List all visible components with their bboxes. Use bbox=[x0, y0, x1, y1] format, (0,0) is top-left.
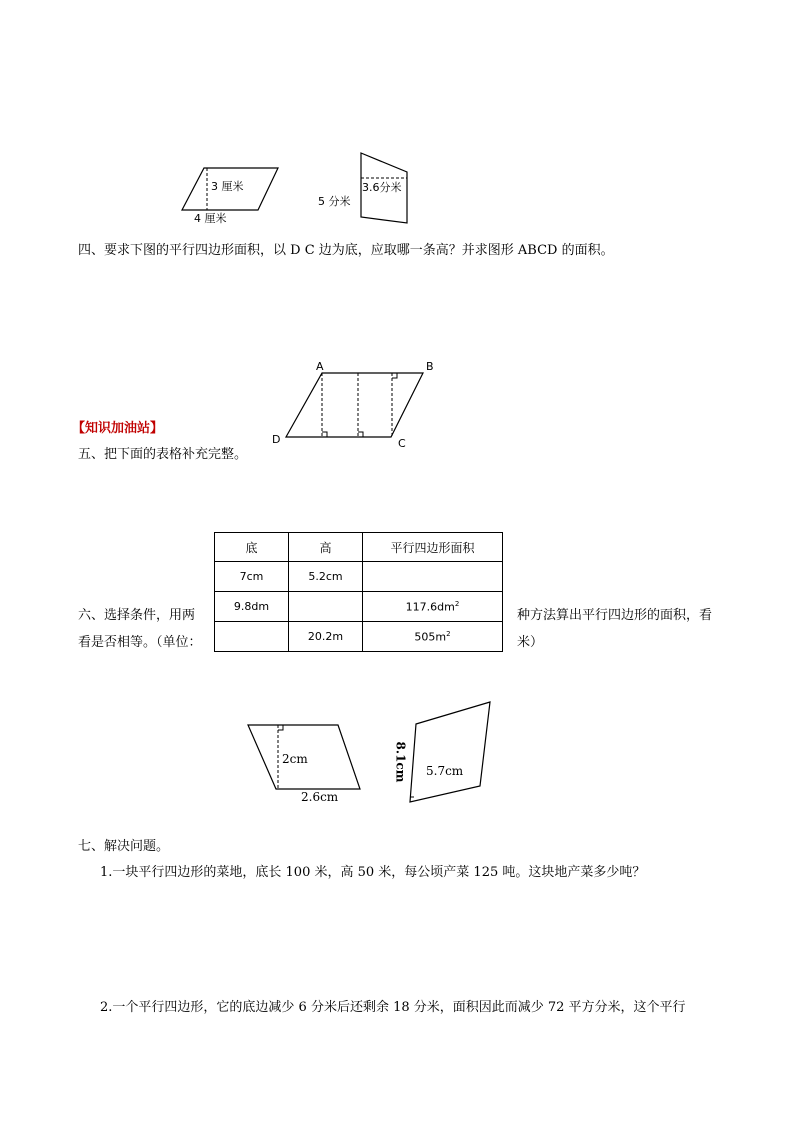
vertex-d: D bbox=[272, 433, 281, 446]
header-base: 底 bbox=[215, 533, 289, 562]
q6-fig1-height-label: 2cm bbox=[282, 752, 308, 766]
cell-height: 5.2cm bbox=[289, 562, 363, 592]
vertex-b: B bbox=[426, 360, 434, 373]
cell-base: 9.8dm bbox=[215, 592, 289, 622]
fig1-height-label: 3 厘米 bbox=[211, 180, 244, 193]
header-area: 平行四边形面积 bbox=[363, 533, 503, 562]
cell-height bbox=[289, 592, 363, 622]
question-4: 四、要求下图的平行四边形面积，以 D C 边为底，应取哪一条高？并求图形 ABCD 的面积。 bbox=[78, 243, 614, 258]
knowledge-tip-heading: 【知识加油站】 bbox=[72, 421, 164, 436]
vertex-c: C bbox=[398, 437, 406, 450]
vertex-a: A bbox=[316, 360, 324, 373]
cell-area: $505m^2$ bbox=[363, 622, 503, 652]
question-6-left-2: 看是否相等。（单位： bbox=[78, 635, 202, 650]
header-height: 高 bbox=[289, 533, 363, 562]
fig1-base-label: 4 厘米 bbox=[194, 212, 227, 225]
question-7-title: 七、解决问题。 bbox=[78, 839, 170, 854]
parallelogram-figure-1 bbox=[176, 160, 286, 230]
cell-area bbox=[363, 562, 503, 592]
q6-parallelogram-2 bbox=[400, 698, 500, 808]
fig2-height-label: 3.6分米 bbox=[362, 181, 402, 194]
question-6-right-1: 种方法算出平行四边形的面积，看 bbox=[517, 608, 713, 623]
table-header-row bbox=[215, 533, 503, 562]
cell-area: $117.6dm^2$ bbox=[363, 592, 503, 622]
table-row bbox=[215, 622, 503, 652]
fill-in-table bbox=[214, 532, 503, 652]
table-row bbox=[215, 592, 503, 622]
q6-fig2-side-label: 8.1cm bbox=[393, 741, 408, 783]
table-row bbox=[215, 562, 503, 592]
fig2-side-label: 5 分米 bbox=[318, 195, 351, 208]
question-7-problem-2: 2.一个平行四边形，它的底边减少 6 分米后还剩余 18 分米，面积因此而减少 72 平方分米，这个平行 bbox=[100, 1000, 686, 1015]
cell-base: 7cm bbox=[215, 562, 289, 592]
question-6-left-1: 六、选择条件，用两 bbox=[78, 608, 196, 623]
question-5: 五、把下面的表格补充完整。 bbox=[78, 447, 248, 462]
abcd-parallelogram bbox=[280, 365, 430, 445]
question-6-right-2: 米） bbox=[517, 635, 544, 650]
q6-fig2-height-label: 5.7cm bbox=[426, 764, 464, 778]
q6-fig1-base-label: 2.6cm bbox=[301, 790, 339, 804]
question-7-problem-1: 1.一块平行四边形的菜地，底长 100 米，高 50 米，每公顷产菜 125 吨。这块地产菜多少吨？ bbox=[100, 865, 646, 880]
cell-height: 20.2m bbox=[289, 622, 363, 652]
cell-base bbox=[215, 622, 289, 652]
